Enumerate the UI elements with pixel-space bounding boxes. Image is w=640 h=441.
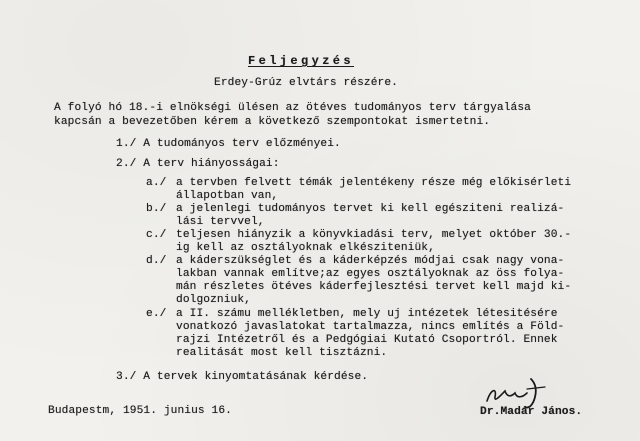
item-d-line-3: mán részletes ötéves káderfejlesztési tervet kell majd ki- bbox=[176, 281, 572, 293]
item-e-line-1: a II. számu mellékletben, mely uj intézetek létesitésére bbox=[176, 308, 558, 320]
item-b-line-2: lási tervvel, bbox=[176, 216, 265, 228]
item-a-line-2: állapotban van, bbox=[176, 190, 279, 202]
item-d-line-1: a káderszükséglet és a káderképzés módjai csak nagy vona- bbox=[176, 255, 565, 267]
item-b-line-1: a jelenlegi tudományos tervet ki kell egésziteni realizá- bbox=[176, 203, 565, 215]
item-d-letter: d./ bbox=[146, 255, 167, 267]
addressee-line: Erdey-Grúz elvtárs részére. bbox=[214, 77, 398, 89]
item-c-letter: c./ bbox=[146, 229, 167, 241]
item-d-line-2: lakban vannak említve;az egyes osztályoknak az öss folya- bbox=[176, 268, 565, 280]
point-2: 2./ A terv hiányosságai: bbox=[116, 158, 280, 170]
item-e-line-3: rajzi Intézetről és a Pedgógiai Kutató Csoportról. Ennek bbox=[176, 334, 558, 346]
item-e-line-4: realitását most kell tisztázni. bbox=[176, 347, 388, 359]
place-date: Budapestm, 1951. junius 16. bbox=[48, 405, 232, 417]
item-e-letter: e./ bbox=[146, 308, 167, 320]
item-c-line-2: ig kell az osztályoknak elkésziteniük, bbox=[176, 242, 435, 254]
item-a-letter: a./ bbox=[146, 177, 167, 189]
point-1: 1./ A tudományos terv előzményei. bbox=[116, 138, 341, 150]
item-b-letter: b./ bbox=[146, 203, 167, 215]
item-d-line-4: dolgozniuk, bbox=[176, 294, 251, 306]
intro-line-1: A folyó hó 18.-i elnökségi ülésen az ötéves tudományos terv tárgyalása bbox=[54, 102, 531, 114]
point-3: 3./ A tervek kinyomtatásának kérdése. bbox=[116, 371, 369, 383]
intro-line-2: kapcsán a bevezetőben kérem a következő szempontokat ismertetni. bbox=[54, 116, 491, 128]
item-a-line-1: a tervben felvett témák jelentékeny része még előkisérleti bbox=[176, 177, 572, 189]
item-c-line-1: teljesen hiányzik a könyvkiadási terv, melyet október 30.- bbox=[176, 229, 572, 241]
document-title: Feljegyzés bbox=[248, 54, 355, 68]
signature-name: Dr.Madár János. bbox=[480, 406, 583, 418]
item-e-line-2: vonatkozó javaslatokat tartalmazza, nincs említés a Föld- bbox=[176, 321, 565, 333]
